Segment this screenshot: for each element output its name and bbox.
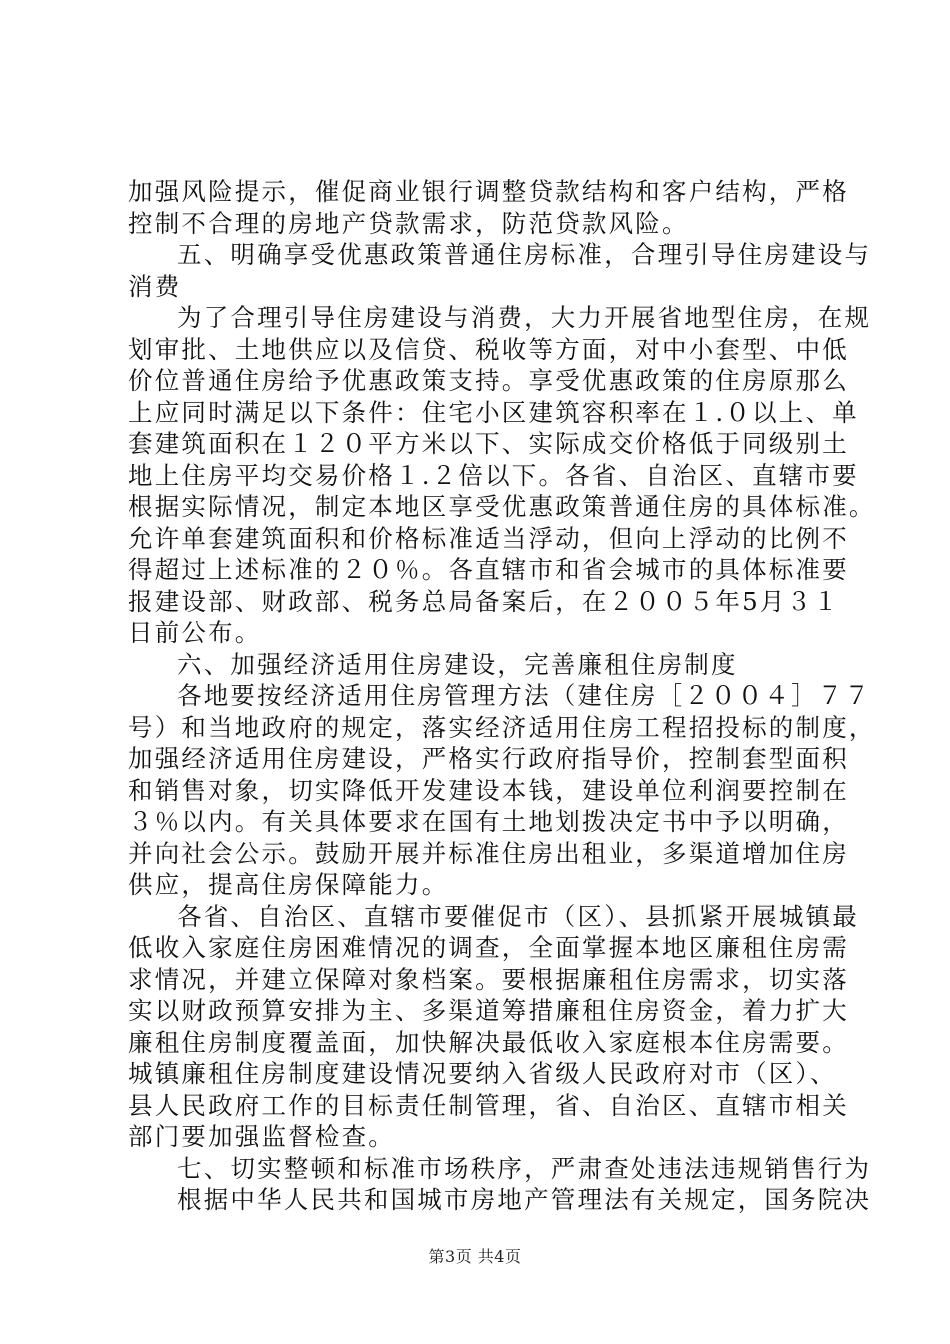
text-line: 求情况，并建立保障对象档案。要根据廉租住房需求，切实落 — [128, 964, 849, 994]
text-line: 日前公布。 — [128, 618, 262, 647]
text-line: 号）和当地政府的规定，落实经济适用住房工程招投标的制度， — [128, 712, 876, 742]
text-line: 并向社会公示。鼓励开展并标准住房出租业，多渠道增加住房 — [128, 838, 849, 868]
text-line: 控制不合理的房地产贷款需求，防范贷款风险。 — [128, 208, 689, 238]
page-footer: 第3页 共4页 — [428, 1247, 522, 1266]
text-line: 城镇廉租住房制度建设情况要纳入省级人民政府对市（区）、 — [128, 1059, 837, 1088]
text-line: 县人民政府工作的目标责任制管理，省、自治区、直辖市相关 — [128, 1090, 849, 1120]
text-line: 允许单套建筑面积和价格标准适当浮动，但向上浮动的比例不 — [128, 523, 849, 553]
text-line: 实以财政预算安排为主、多渠道筹措廉租住房资金，着力扩大 — [128, 996, 849, 1025]
text-line: 报建设部、财政部、税务总局备案后，在２００５年5月３１ — [128, 586, 840, 616]
text-line: 各地要按经济适用住房管理方法（建住房［２００４］７７ — [177, 681, 872, 710]
text-line: 六、加强经济适用住房建设，完善廉租住房制度 — [177, 649, 738, 679]
text-line: 七、切实整顿和标准市场秩序，严肃查处违法违规销售行为 — [177, 1153, 872, 1183]
text-line: 套建筑面积在１２０平方米以下、实际成交价格低于同级别土 — [128, 429, 849, 458]
text-line: 和销售对象，切实降低开发建设本钱，建设单位利润要控制在 — [128, 775, 849, 805]
text-line: 价位普通住房给予优惠政策支持。享受优惠政策的住房原那么 — [128, 366, 849, 395]
text-line: 得超过上述标准的２０％。各直辖市和省会城市的具体标准要 — [128, 555, 849, 584]
text-line: 消费 — [128, 271, 182, 301]
text-line: 加强风险提示，催促商业银行调整贷款结构和客户结构，严格 — [128, 177, 849, 206]
text-line: 低收入家庭住房困难情况的调查，全面掌握本地区廉租住房需 — [128, 933, 849, 962]
text-line: 五、明确享受优惠政策普通住房标准，合理引导住房建设与 — [177, 240, 872, 269]
document-body — [128, 176, 876, 1216]
text-line: 为了合理引导住房建设与消费，大力开展省地型住房，在规 — [177, 303, 872, 332]
text-line: 廉租住房制度覆盖面，加快解决最低收入家庭根本住房需要。 — [128, 1027, 849, 1057]
text-line: 加强经济适用住房建设，严格实行政府指导价，控制套型面积 — [128, 744, 849, 773]
text-line: 划审批、土地供应以及信贷、税收等方面，对中小套型、中低 — [128, 334, 849, 364]
text-line: 根据中华人民共和国城市房地产管理法有关规定，国务院决 — [177, 1185, 872, 1214]
text-line: 部门要加强监督检查。 — [128, 1122, 395, 1151]
text-line: 根据实际情况，制定本地区享受优惠政策普通住房的具体标准。 — [128, 492, 876, 521]
text-line: 供应，提高住房保障能力。 — [128, 870, 449, 899]
text-line: 地上住房平均交易价格１.２倍以下。各省、自治区、直辖市要 — [128, 460, 859, 490]
text-line: 各省、自治区、直辖市要催促市（区）、县抓紧开展城镇最 — [177, 901, 859, 931]
text-line: ３％以内。有关具体要求在国有土地划拨决定书中予以明确， — [128, 807, 849, 836]
text-line: 上应同时满足以下条件：住宅小区建筑容积率在１.０以上、单 — [128, 397, 859, 427]
